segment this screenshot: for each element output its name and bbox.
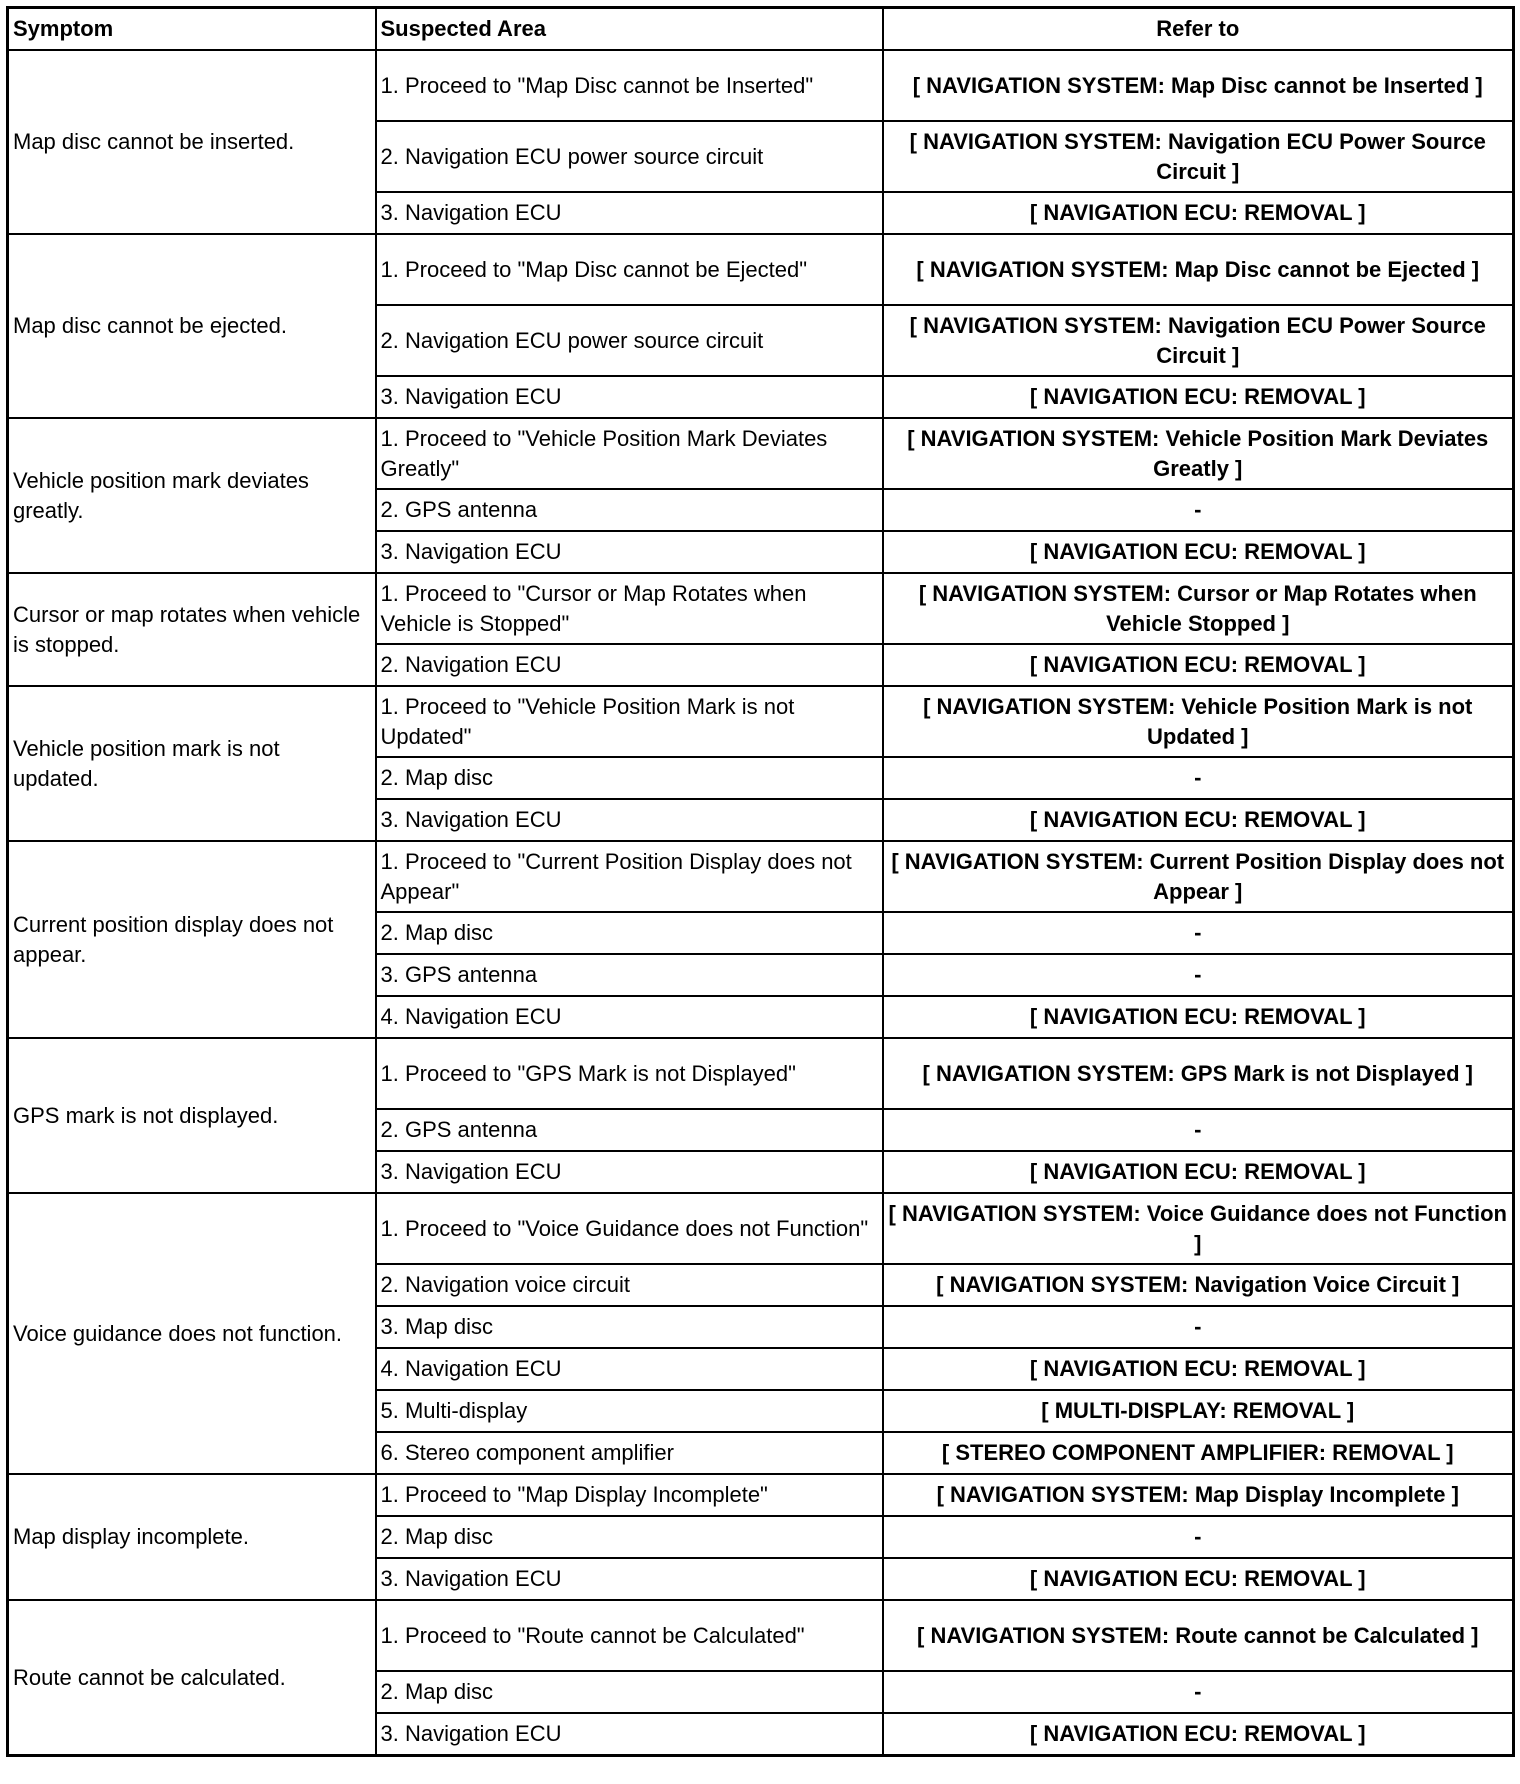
suspected-area-cell: 1. Proceed to "Vehicle Position Mark is not Updated" [376,686,883,757]
suspected-area-cell: 2. Navigation ECU [376,644,883,686]
suspected-area-cell: 1. Proceed to "Vehicle Position Mark Deviates Greatly" [376,418,883,489]
suspected-area-cell: 2. Navigation ECU power source circuit [376,121,883,192]
refer-to-cell: [ NAVIGATION ECU: REMOVAL ] [883,1713,1514,1756]
table-row [8,50,1514,121]
symptom-cell: Cursor or map rotates when vehicle is stopped. [8,573,376,686]
suspected-area-cell: 5. Multi-display [376,1390,883,1432]
suspected-area-cell: 3. GPS antenna [376,954,883,996]
suspected-area-cell: 1. Proceed to "Current Position Display does not Appear" [376,841,883,912]
refer-to-cell: [ NAVIGATION SYSTEM: Navigation Voice Circuit ] [883,1264,1514,1306]
refer-to-cell: [ NAVIGATION SYSTEM: Vehicle Position Mark is not Updated ] [883,686,1514,757]
refer-to-cell: - [883,1306,1514,1348]
suspected-area-cell: 1. Proceed to "Map Disc cannot be Ejected" [376,234,883,305]
table-row [8,1193,1514,1264]
refer-to-cell: [ NAVIGATION SYSTEM: Voice Guidance does not Function ] [883,1193,1514,1264]
troubleshooting-table [6,6,1515,1757]
table-row [8,1600,1514,1671]
table-row [8,686,1514,757]
refer-to-cell: [ NAVIGATION SYSTEM: Vehicle Position Mark Deviates Greatly ] [883,418,1514,489]
refer-to-cell: [ NAVIGATION SYSTEM: Navigation ECU Power Source Circuit ] [883,121,1514,192]
refer-to-cell: [ NAVIGATION ECU: REMOVAL ] [883,1558,1514,1600]
suspected-area-cell: 4. Navigation ECU [376,1348,883,1390]
refer-to-cell: [ NAVIGATION ECU: REMOVAL ] [883,376,1514,418]
suspected-area-cell: 2. Map disc [376,912,883,954]
header-suspected-area: Suspected Area [376,8,883,51]
refer-to-cell: [ NAVIGATION ECU: REMOVAL ] [883,1348,1514,1390]
suspected-area-cell: 1. Proceed to "Map Disc cannot be Inserted" [376,50,883,121]
suspected-area-cell: 2. Navigation voice circuit [376,1264,883,1306]
suspected-area-cell: 2. Map disc [376,757,883,799]
table-row [8,1474,1514,1516]
refer-to-cell: - [883,489,1514,531]
refer-to-cell: - [883,1671,1514,1713]
refer-to-cell: [ NAVIGATION SYSTEM: Map Display Incomplete ] [883,1474,1514,1516]
suspected-area-cell: 3. Navigation ECU [376,1713,883,1756]
refer-to-cell: - [883,1516,1514,1558]
refer-to-cell: [ STEREO COMPONENT AMPLIFIER: REMOVAL ] [883,1432,1514,1474]
refer-to-cell: [ NAVIGATION SYSTEM: Cursor or Map Rotates when Vehicle Stopped ] [883,573,1514,644]
suspected-area-cell: 1. Proceed to "Map Display Incomplete" [376,1474,883,1516]
suspected-area-cell: 3. Navigation ECU [376,531,883,573]
suspected-area-cell: 2. GPS antenna [376,489,883,531]
refer-to-cell: [ NAVIGATION ECU: REMOVAL ] [883,799,1514,841]
refer-to-cell: [ NAVIGATION SYSTEM: Map Disc cannot be Ejected ] [883,234,1514,305]
suspected-area-cell: 3. Navigation ECU [376,1558,883,1600]
table-row [8,573,1514,644]
suspected-area-cell: 3. Navigation ECU [376,799,883,841]
suspected-area-cell: 3. Navigation ECU [376,376,883,418]
table-row [8,841,1514,912]
refer-to-cell: - [883,954,1514,996]
table-row [8,1038,1514,1109]
suspected-area-cell: 1. Proceed to "Cursor or Map Rotates when Vehicle is Stopped" [376,573,883,644]
symptom-cell: Map disc cannot be ejected. [8,234,376,418]
table-row [8,234,1514,305]
symptom-cell: Voice guidance does not function. [8,1193,376,1474]
symptom-cell: Current position display does not appear. [8,841,376,1038]
suspected-area-cell: 3. Map disc [376,1306,883,1348]
table-row [8,418,1514,489]
suspected-area-cell: 3. Navigation ECU [376,1151,883,1193]
table-header-row [8,8,1514,51]
suspected-area-cell: 6. Stereo component amplifier [376,1432,883,1474]
refer-to-cell: [ NAVIGATION ECU: REMOVAL ] [883,531,1514,573]
suspected-area-cell: 2. Map disc [376,1516,883,1558]
table-body [8,50,1514,1756]
refer-to-cell: [ NAVIGATION ECU: REMOVAL ] [883,644,1514,686]
refer-to-cell: [ MULTI-DISPLAY: REMOVAL ] [883,1390,1514,1432]
symptom-cell: Map disc cannot be inserted. [8,50,376,234]
suspected-area-cell: 4. Navigation ECU [376,996,883,1038]
suspected-area-cell: 3. Navigation ECU [376,192,883,234]
refer-to-cell: - [883,1109,1514,1151]
symptom-cell: Vehicle position mark is not updated. [8,686,376,841]
refer-to-cell: [ NAVIGATION SYSTEM: Current Position Display does not Appear ] [883,841,1514,912]
symptom-cell: Route cannot be calculated. [8,1600,376,1756]
suspected-area-cell: 1. Proceed to "GPS Mark is not Displayed" [376,1038,883,1109]
refer-to-cell: [ NAVIGATION SYSTEM: GPS Mark is not Displayed ] [883,1038,1514,1109]
suspected-area-cell: 2. GPS antenna [376,1109,883,1151]
refer-to-cell: [ NAVIGATION SYSTEM: Map Disc cannot be Inserted ] [883,50,1514,121]
refer-to-cell: [ NAVIGATION SYSTEM: Navigation ECU Power Source Circuit ] [883,305,1514,376]
symptom-cell: Map display incomplete. [8,1474,376,1600]
refer-to-cell: [ NAVIGATION ECU: REMOVAL ] [883,192,1514,234]
refer-to-cell: [ NAVIGATION ECU: REMOVAL ] [883,996,1514,1038]
suspected-area-cell: 2. Map disc [376,1671,883,1713]
header-symptom: Symptom [8,8,376,51]
refer-to-cell: [ NAVIGATION SYSTEM: Route cannot be Calculated ] [883,1600,1514,1671]
suspected-area-cell: 2. Navigation ECU power source circuit [376,305,883,376]
suspected-area-cell: 1. Proceed to "Route cannot be Calculated" [376,1600,883,1671]
refer-to-cell: - [883,912,1514,954]
symptom-cell: GPS mark is not displayed. [8,1038,376,1193]
refer-to-cell: - [883,757,1514,799]
suspected-area-cell: 1. Proceed to "Voice Guidance does not Function" [376,1193,883,1264]
symptom-cell: Vehicle position mark deviates greatly. [8,418,376,573]
refer-to-cell: [ NAVIGATION ECU: REMOVAL ] [883,1151,1514,1193]
header-refer-to: Refer to [883,8,1514,51]
